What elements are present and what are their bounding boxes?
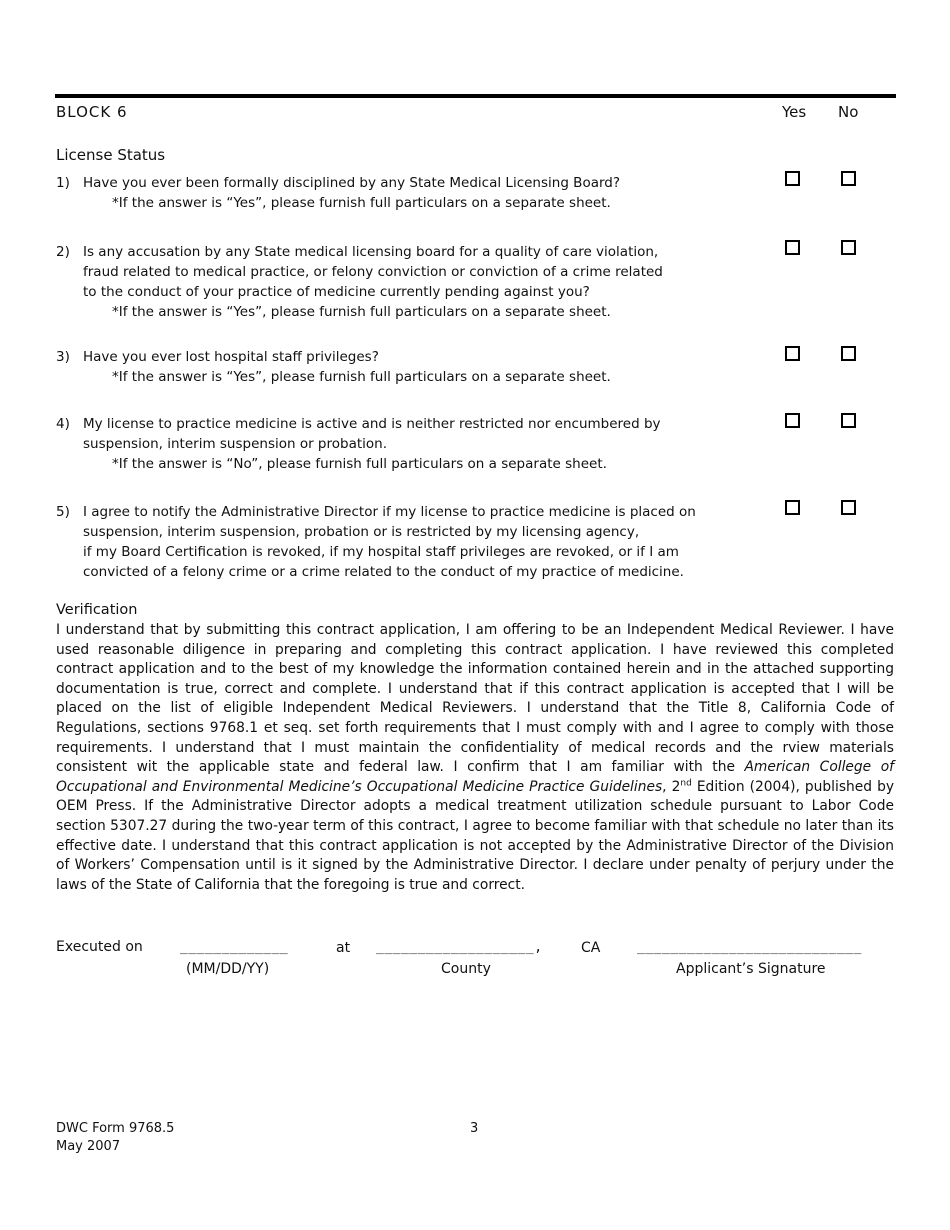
form-date: May 2007	[56, 1139, 121, 1154]
question-text: My license to practice medicine is active and is neither restricted nor encumbered by suspension, interim suspension or probation. *If the answer is “No”, please furnish full particulars on a separate sheet.	[83, 414, 743, 474]
question-note: *If the answer is “Yes”, please furnish full particulars on a separate sheet.	[112, 195, 611, 211]
question-text: Have you ever lost hospital staff privileges? *If the answer is “Yes”, please furnish full particulars on a separate sheet.	[83, 347, 743, 387]
signature-field[interactable]: ___________________________	[637, 940, 862, 955]
form-number: DWC Form 9768.5	[56, 1121, 175, 1136]
verification-paragraph: I understand that by submitting this contract application, I am offering to be an Independent Medical Reviewer. I have used reasonable diligence in preparing and completing this contract application. I have reviewed this completed contract application and to the best of my knowledge the information contained herein and in the attached supporting documentation is true, correct and complete. I understand that if this contract application is accepted that I will be placed on the list of eligible Independent Medical Reviewers. I understand that the Title 8, California Code of Regulations, sections 9768.1 et seq. set forth requirements that I must comply with and I agree to comply with those requirements. I understand that I must maintain the confidentiality of medical records and the rview materials consistent wit the applicable state and federal law. I confirm that I am familiar with the American College of Occupational and Environmental Medicine’s Occupational Medicine Practice Guidelines, 2nd Edition (2004), published by OEM Press. If the Administrative Director adopts a medical treatment utilization schedule pursuant to Labor Code section 5307.27 during the two-year term of this contract, I agree to become familiar with that schedule no later than its effective date. I understand that this contract application is not accepted by the Administrative Director of the Division of Workers’ Compensation until is it signed by the Administrative Director. I declare under penalty of perjury under the laws of the State of California that the foregoing is true and correct.	[56, 622, 895, 893]
at-label: at	[336, 940, 351, 956]
question-note: *If the answer is “Yes”, please furnish full particulars on a separate sheet.	[112, 304, 611, 320]
question-text: I agree to notify the Administrative Director if my license to practice medicine is placed on suspension, interim suspension, probation or is restricted by my licensing agency, if my Board Certification is revoked, if my hospital staff privileges are revoked, or if I am convicted of a felony crime or a crime related to the conduct of my practice of medicine.	[83, 504, 696, 580]
q3-yes-checkbox[interactable]	[785, 346, 800, 361]
q5-no-checkbox[interactable]	[841, 500, 856, 515]
block-title: BLOCK 6	[56, 103, 128, 121]
ca-label: CA	[581, 940, 601, 956]
yes-column-header: Yes	[782, 103, 807, 121]
question-text: Is any accusation by any State medical licensing board for a quality of care violation, fraud related to medical practice, or felony conviction or conviction of a crime related to the conduct of your practice of medicine currently pending against you? *If the answer is “Yes”, please furnish full particulars on a separate sheet.	[83, 242, 743, 322]
q4-no-checkbox[interactable]	[841, 413, 856, 428]
q4-yes-checkbox[interactable]	[785, 413, 800, 428]
q5-yes-checkbox[interactable]	[785, 500, 800, 515]
guidelines-title: American College of Occupational and Environmental Medicine’s Occupational Medicine Practice Guidelines	[56, 759, 895, 795]
q1-yes-checkbox[interactable]	[785, 171, 800, 186]
executed-on-label: Executed on	[56, 939, 143, 955]
header-rule	[55, 94, 896, 98]
question-number: 1)	[56, 175, 70, 191]
page-number: 3	[470, 1121, 479, 1136]
county-field[interactable]: ___________________,	[376, 940, 543, 955]
q1-no-checkbox[interactable]	[841, 171, 856, 186]
date-field[interactable]: _____________	[180, 940, 289, 955]
date-caption: (MM/DD/YY)	[186, 961, 270, 977]
question-number: 4)	[56, 416, 70, 432]
question-text: Have you ever been formally disciplined by any State Medical Licensing Board? *If the answer is “Yes”, please furnish full particulars on a separate sheet.	[83, 173, 743, 213]
verification-title: Verification	[56, 602, 138, 618]
question-note: *If the answer is “Yes”, please furnish full particulars on a separate sheet.	[112, 369, 611, 385]
signature-caption: Applicant’s Signature	[676, 961, 826, 977]
q3-no-checkbox[interactable]	[841, 346, 856, 361]
no-column-header: No	[838, 103, 859, 121]
county-caption: County	[441, 961, 491, 977]
question-number: 5)	[56, 504, 70, 520]
question-number: 3)	[56, 349, 70, 365]
license-status-title: License Status	[56, 146, 166, 164]
q2-no-checkbox[interactable]	[841, 240, 856, 255]
q2-yes-checkbox[interactable]	[785, 240, 800, 255]
question-note: *If the answer is “No”, please furnish full particulars on a separate sheet.	[112, 456, 607, 472]
question-number: 2)	[56, 244, 70, 260]
